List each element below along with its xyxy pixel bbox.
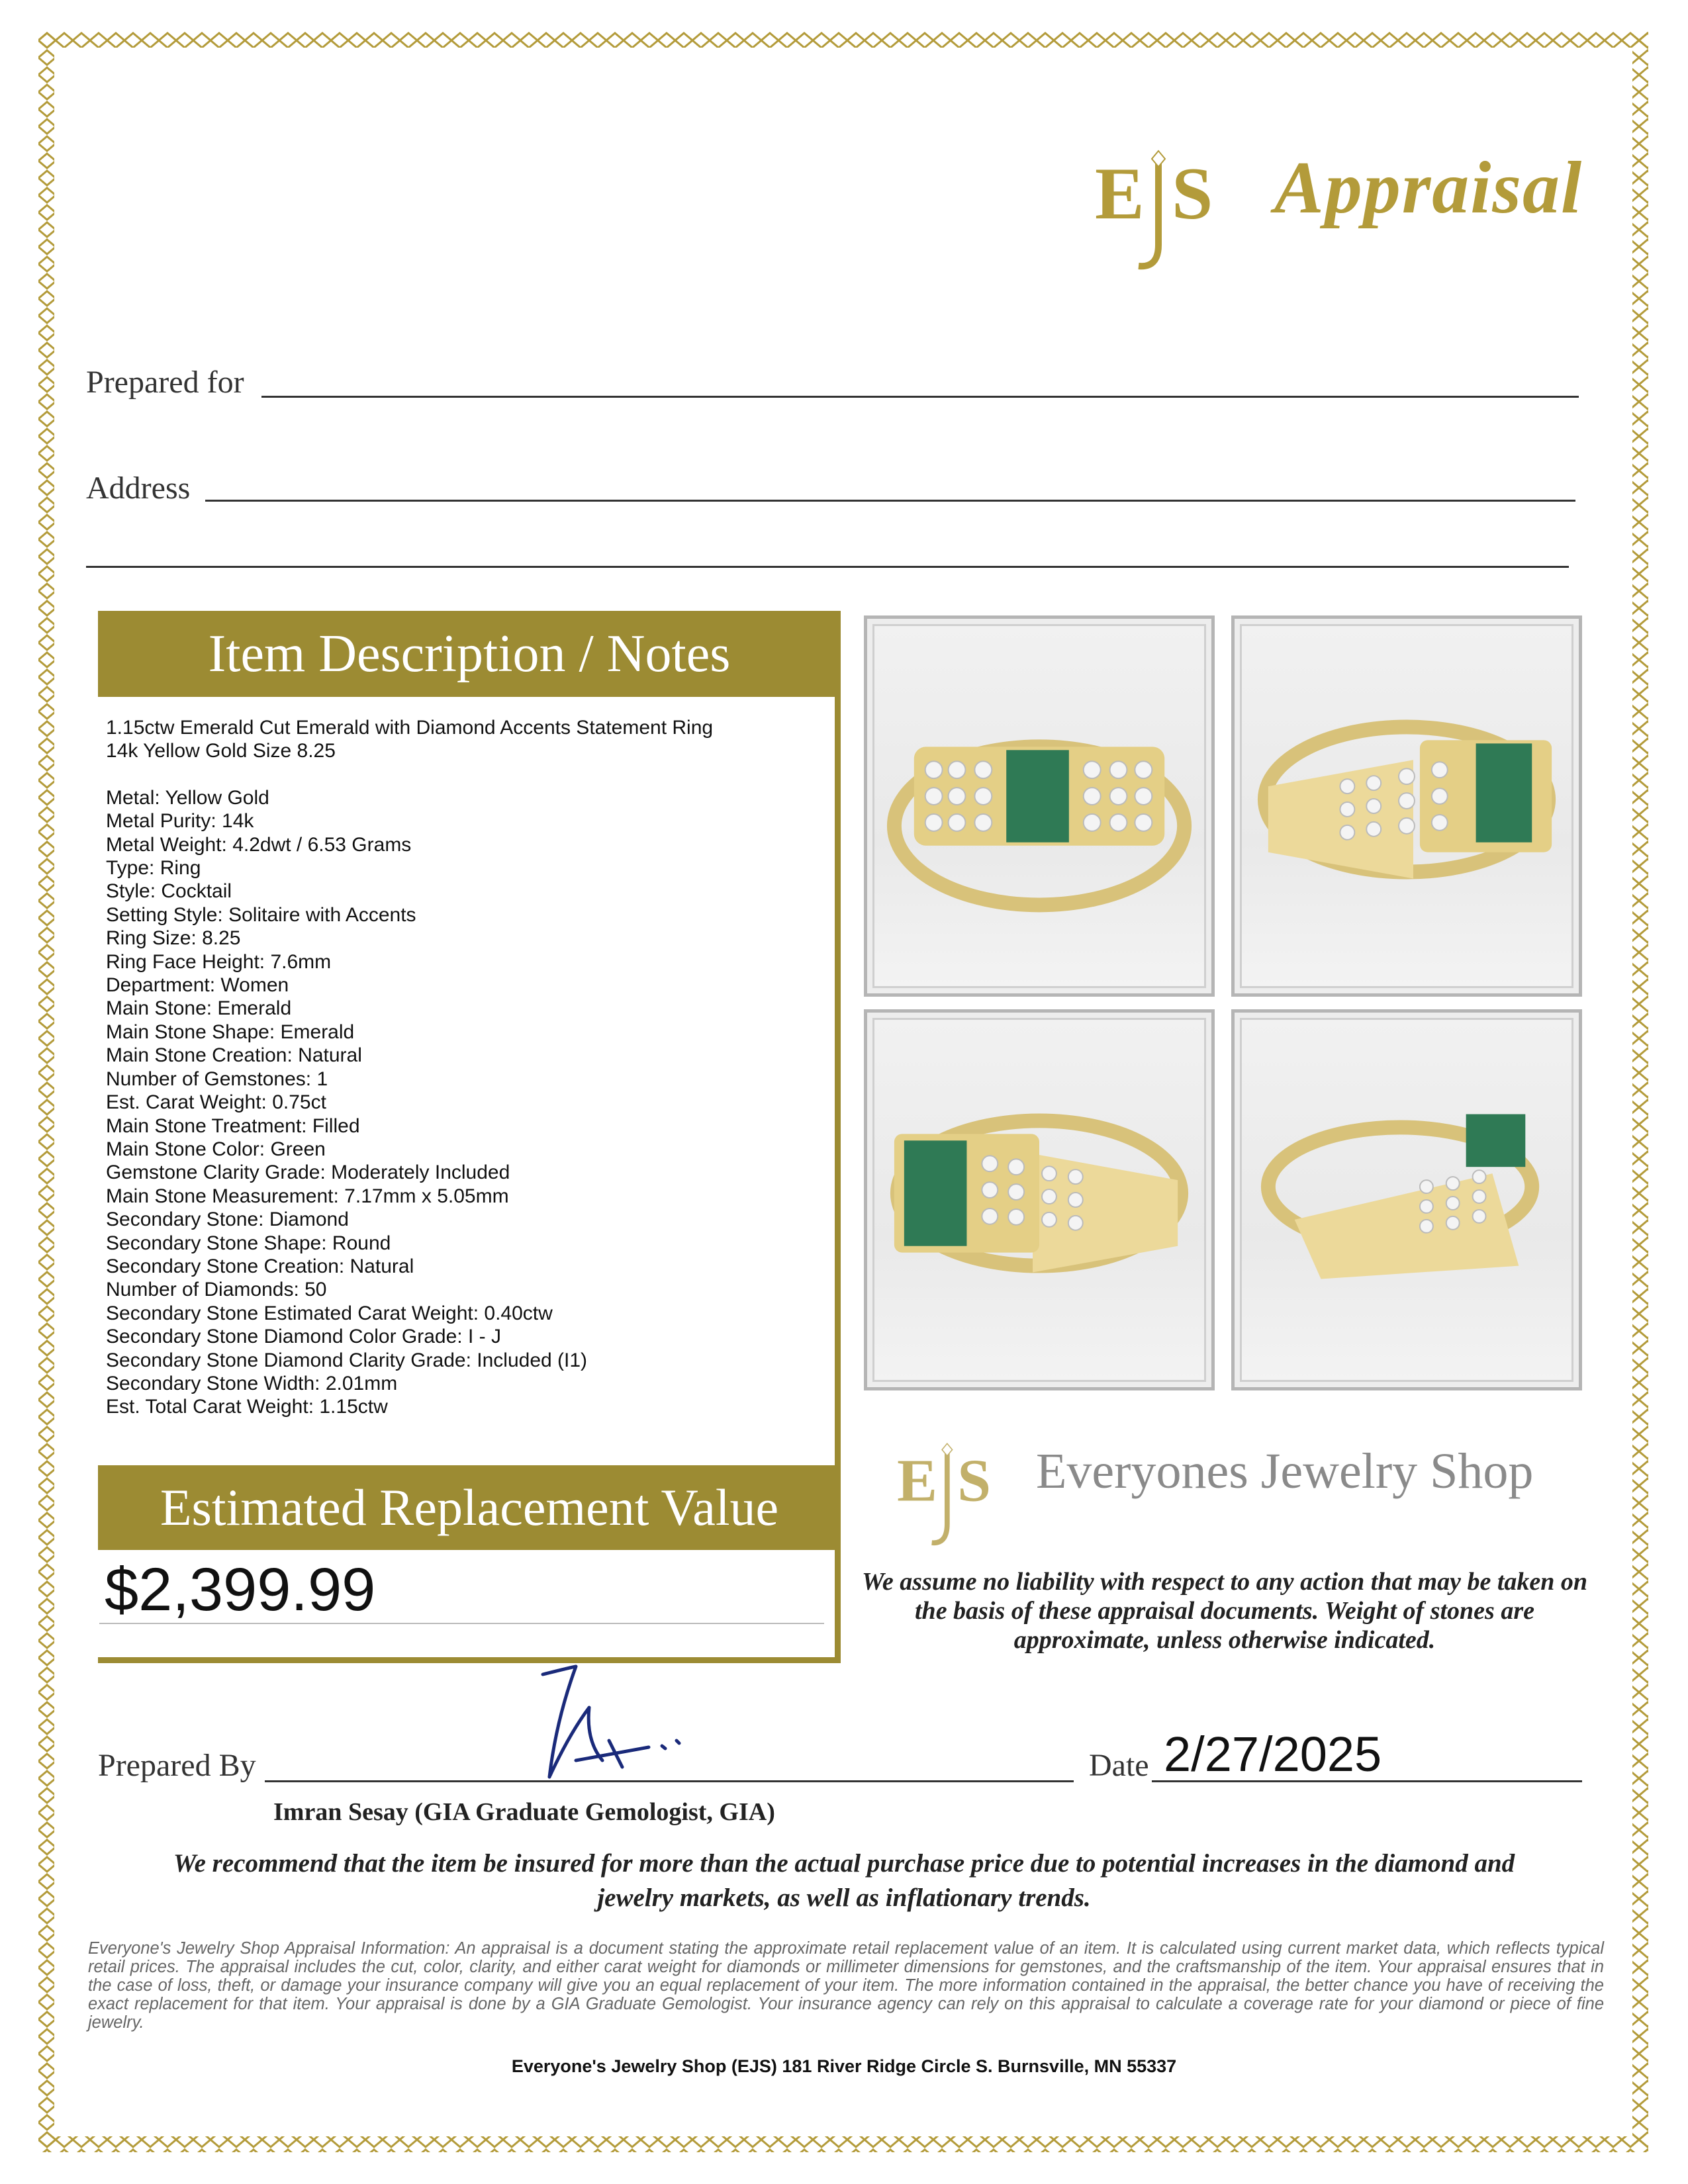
detail-line: Metal Weight: 4.2dwt / 6.53 Grams <box>106 833 412 856</box>
footer-address: Everyone's Jewelry Shop (EJS) 181 River Ridge Circle S. Burnsville, MN 55337 <box>511 2056 1177 2076</box>
detail-line: Main Stone Creation: Natural <box>106 1044 362 1067</box>
prepared-by-label: Prepared By <box>98 1748 256 1783</box>
detail-line: Est. Total Carat Weight: 1.15ctw <box>106 1396 388 1418</box>
replacement-value-amount: $2,399.99 <box>105 1556 376 1623</box>
ejs-logo <box>1092 146 1238 271</box>
detail-line: Metal Purity: 14k <box>106 810 254 833</box>
date-label: Date <box>1089 1748 1149 1783</box>
item-details <box>106 716 821 1419</box>
ring-photo-front <box>864 615 1215 997</box>
address-line-2[interactable] <box>86 566 1569 568</box>
detail-line: Main Stone Measurement: 7.17mm x 5.05mm <box>106 1185 509 1207</box>
detail-line: Number of Gemstones: 1 <box>106 1068 328 1090</box>
gemologist-name: Imran Sesay (GIA Graduate Gemologist, GIA) <box>273 1798 775 1826</box>
detail-line: Style: Cocktail <box>106 880 232 903</box>
appraisal-information: Everyone's Jewelry Shop Appraisal Information: An appraisal is a document stating the approximate retail replacement value of an item. It is calculated using current market data, which reflects typical retail prices. The appraisal includes the cut, color, clarity, and either carat weight for diamonds or millimeter dimensions for gemstones, and the craftsmanship of the item. Your appraisal ensures that in the case of loss, theft, or damage your insurance company will give you an equal replacement of your item. The more information contained in the appraisal, the better chance you have of receiving the exact replacement for that item. Your appraisal is done by a GIA Graduate Gemologist. Your insurance agency can rely on this appraisal to calculate a coverage rate for your diamond or piece of fine jewelry. <box>88 1939 1604 2032</box>
detail-line: Secondary Stone Creation: Natural <box>106 1255 414 1277</box>
ejs-shop-logo <box>895 1439 1008 1552</box>
liability-disclaimer: We assume no liability with respect to any action that may be taken on the basis of these appraisal documents. Weight of stones are approximate, unless otherwise indicated. <box>861 1568 1588 1654</box>
detail-line: Secondary Stone Shape: Round <box>106 1232 391 1254</box>
item-title-line-2: 14k Yellow Gold Size 8.25 <box>106 740 336 762</box>
detail-line: Ring Size: 8.25 <box>106 927 241 950</box>
insurance-recommendation: We recommend that the item be insured for more than the actual purchase price due to potential increases in the diamond and jewelry markets, as well as inflationary trends. <box>173 1849 1515 1912</box>
detail-line: Department: Women <box>106 974 289 997</box>
detail-line: Main Stone Treatment: Filled <box>106 1115 360 1137</box>
item-title-line-1: 1.15ctw Emerald Cut Emerald with Diamond Accents Statement Ring <box>106 717 714 739</box>
detail-line: Secondary Stone Estimated Carat Weight: 0.40ctw <box>106 1302 553 1324</box>
detail-line: Est. Carat Weight: 0.75ct <box>106 1091 326 1114</box>
shop-name: Everyones Jewelry Shop <box>1036 1443 1534 1499</box>
price-underline <box>99 1623 824 1624</box>
detail-line: Secondary Stone Diamond Clarity Grade: Included (I1) <box>106 1349 588 1371</box>
detail-line: Secondary Stone Diamond Color Grade: I - J <box>106 1326 501 1348</box>
detail-line: Secondary Stone: Diamond <box>106 1208 349 1231</box>
prepared-for-line[interactable] <box>261 396 1579 398</box>
replacement-value-heading: Estimated Replacement Value <box>98 1465 841 1550</box>
prepared-for-label: Prepared for <box>86 365 244 400</box>
ring-side-right-image <box>1242 626 1571 986</box>
appraisal-title: Appraisal <box>1274 147 1583 229</box>
address-label: Address <box>86 471 191 506</box>
svg-text:S: S <box>957 1447 991 1514</box>
detail-line: Metal: Yellow Gold <box>106 786 269 809</box>
ring-photo-side-left <box>864 1009 1215 1390</box>
date-value: 2/27/2025 <box>1164 1727 1382 1782</box>
detail-line: Gemstone Clarity Grade: Moderately Included <box>106 1161 510 1184</box>
detail-line: Type: Ring <box>106 857 201 880</box>
ring-angle-image <box>1242 1020 1571 1380</box>
address-line-1[interactable] <box>205 500 1575 502</box>
detail-line: Main Stone: Emerald <box>106 997 292 1020</box>
detail-line: Setting Style: Solitaire with Accents <box>106 903 416 926</box>
ring-front-image <box>874 626 1204 986</box>
svg-text:E: E <box>1095 153 1145 235</box>
svg-text:E: E <box>897 1447 937 1514</box>
ring-photo-angle <box>1231 1009 1582 1390</box>
item-description-heading: Item Description / Notes <box>98 611 841 697</box>
handwritten-signature <box>530 1661 702 1787</box>
ring-photo-side-right <box>1231 615 1582 997</box>
detail-line: Ring Face Height: 7.6mm <box>106 950 332 973</box>
svg-text:S: S <box>1172 153 1213 235</box>
detail-line: Secondary Stone Width: 2.01mm <box>106 1372 398 1394</box>
detail-line: Main Stone Shape: Emerald <box>106 1021 355 1043</box>
detail-line: Number of Diamonds: 50 <box>106 1279 327 1301</box>
detail-line: Main Stone Color: Green <box>106 1138 326 1160</box>
ring-side-left-image <box>874 1020 1204 1380</box>
